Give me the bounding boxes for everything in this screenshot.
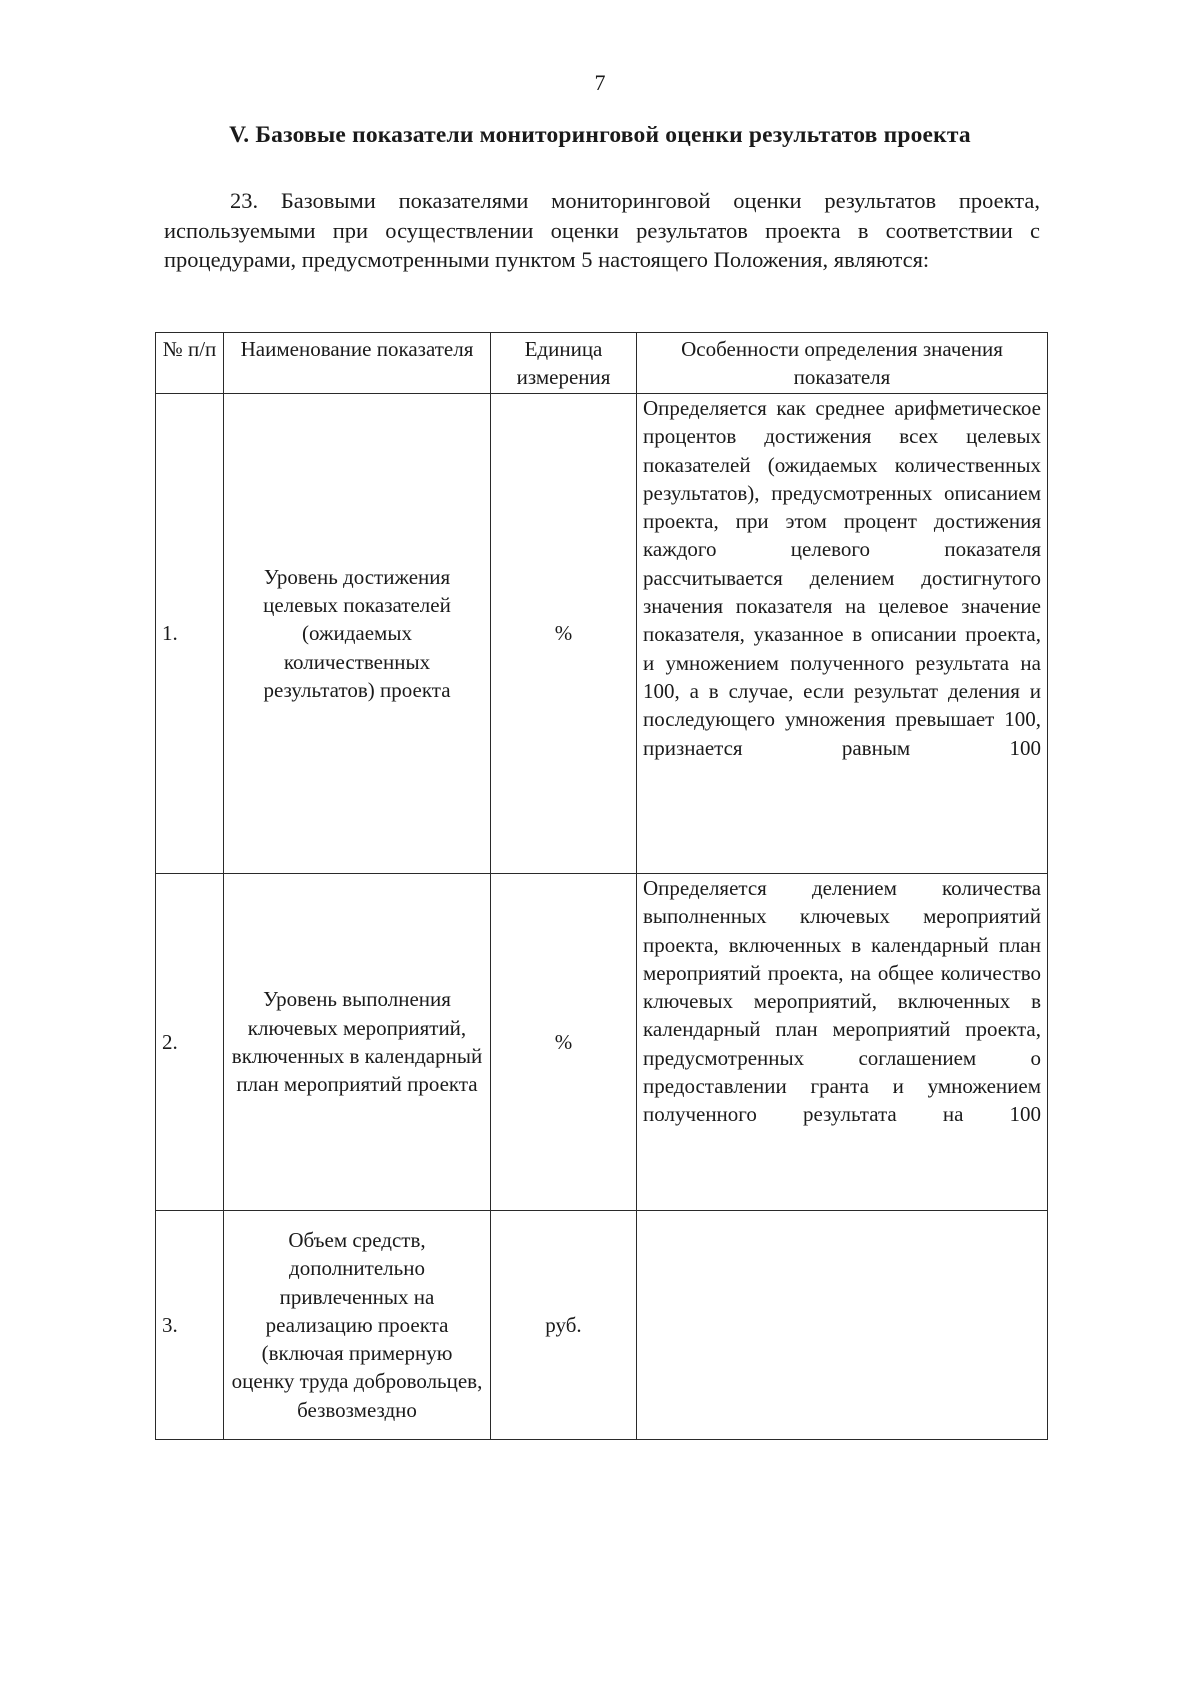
header-num: № п/п [156,333,224,394]
indicator-unit: % [491,874,637,1211]
table-row [156,394,1048,874]
indicator-description: Определяется делением количества выполненных ключевых мероприятий проекта, включенных в календарный план мероприятий проекта, на общее количество ключевых мероприятий, включенных в календарный план мероприятий проекта, предусмотренных соглашением о предоставлении гранта и умножением полученного результата на 100 [637,874,1048,1211]
table-row [156,874,1048,1211]
row-number: 2. [156,874,224,1211]
row-number: 3. [156,1211,224,1440]
page-number: 7 [594,70,606,95]
header-name: Наименование показателя [224,333,491,394]
table-header-row [156,333,1048,394]
header-unit: Единица измерения [491,333,637,394]
indicator-unit: руб. [491,1211,637,1440]
table-row [156,1211,1048,1440]
indicator-description: Определяется как среднее арифметическое процентов достижения всех целевых показателей (ожидаемых количественных результатов), предусмотренных описанием проекта, при этом процент достижения каждого целевого показателя рассчитывается делением достигнутого значения показателя на целевое значение показателя, указанное в описании проекта, и умножением полученного результата на 100, а в случае, если результат деления и последующего умножения превышает 100, признается равным 100 [637,394,1048,874]
indicator-name: Объем средств, дополнительно привлеченных на реализацию проекта (включая примерную оценку труда добровольцев, безвозмездно [224,1211,491,1440]
indicators-table [155,332,1048,1440]
indicator-name: Уровень достижения целевых показателей (ожидаемых количественных результатов) проекта [224,394,491,874]
header-desc: Особенности определения значения показателя [637,333,1048,394]
indicator-description [637,1211,1048,1440]
intro-text: 23. Базовыми показателями мониторинговой оценки результатов проекта, используемыми при осуществлении оценки результатов проекта в соответствии с процедурами, предусмотренными пунктом 5 настоящего Положения, являются: [164,188,1040,272]
intro-paragraph [164,186,1040,275]
indicator-unit: % [491,394,637,874]
section-title: V. Базовые показатели мониторинговой оценки результатов проекта [229,122,971,148]
indicator-name: Уровень выполнения ключевых мероприятий, включенных в календарный план мероприятий проекта [224,874,491,1211]
row-number: 1. [156,394,224,874]
